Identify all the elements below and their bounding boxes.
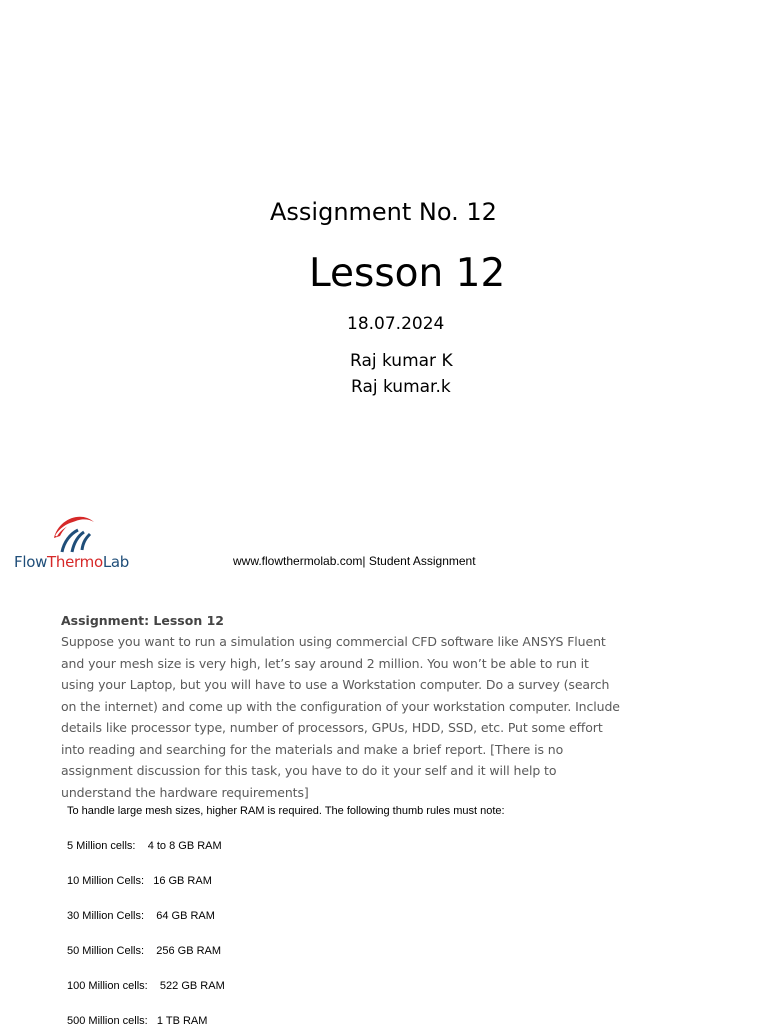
ram-rule-item: 50 Million Cells: 256 GB RAM: [67, 945, 222, 957]
ram-rule-item: 500 Million cells: 1 TB RAM: [67, 1015, 208, 1027]
student-name: Raj kumar K: [350, 351, 453, 371]
logo-wordmark: [14, 553, 129, 571]
assignment-number-title: Assignment No. 12: [270, 198, 497, 226]
assignment-body: Suppose you want to run a simulation using commercial CFD software like ANSYS Fluent and your mesh size is very high, let’s say around 2 million. You won’t be able to run it using your Laptop, but you will have to use a Workstation computer. Do a survey (search on the internet) and come up with the configuration of your workstation computer. Include details like processor type, number of processors, GPUs, HDD, SSD, etc. Put some effort into reading and searching for the materials and make a brief report. [There is no assignment discussion for this task, you have to do it your self and it will help to understand the hardware requirements]: [61, 634, 620, 800]
flowthermolab-logo: [14, 512, 144, 574]
logo-swoosh-icon: [50, 512, 108, 554]
ram-rule-item: 5 Million cells: 4 to 8 GB RAM: [67, 840, 222, 852]
lesson-title: Lesson 12: [309, 251, 506, 296]
assignment-date: 18.07.2024: [347, 314, 445, 334]
ram-rule-item: 100 Million cells: 522 GB RAM: [67, 980, 225, 992]
ram-rule-item: 10 Million Cells: 16 GB RAM: [67, 875, 212, 887]
assignment-heading: Assignment: Lesson 12: [61, 613, 224, 628]
logo-flow-text: Flow: [14, 553, 48, 571]
ram-notes: [67, 805, 505, 1027]
student-username: Raj kumar.k: [351, 377, 451, 397]
ram-notes-intro: To handle large mesh sizes, higher RAM is required. The following thumb rules must note:: [67, 805, 505, 817]
logo-lab-text: Lab: [102, 553, 130, 571]
ram-rule-item: 30 Million Cells: 64 GB RAM: [67, 910, 215, 922]
assignment-description: [61, 610, 621, 803]
logo-thermo-text: Thermo: [47, 553, 103, 571]
header-website-line: www.flowthermolab.com| Student Assignment: [233, 554, 476, 568]
